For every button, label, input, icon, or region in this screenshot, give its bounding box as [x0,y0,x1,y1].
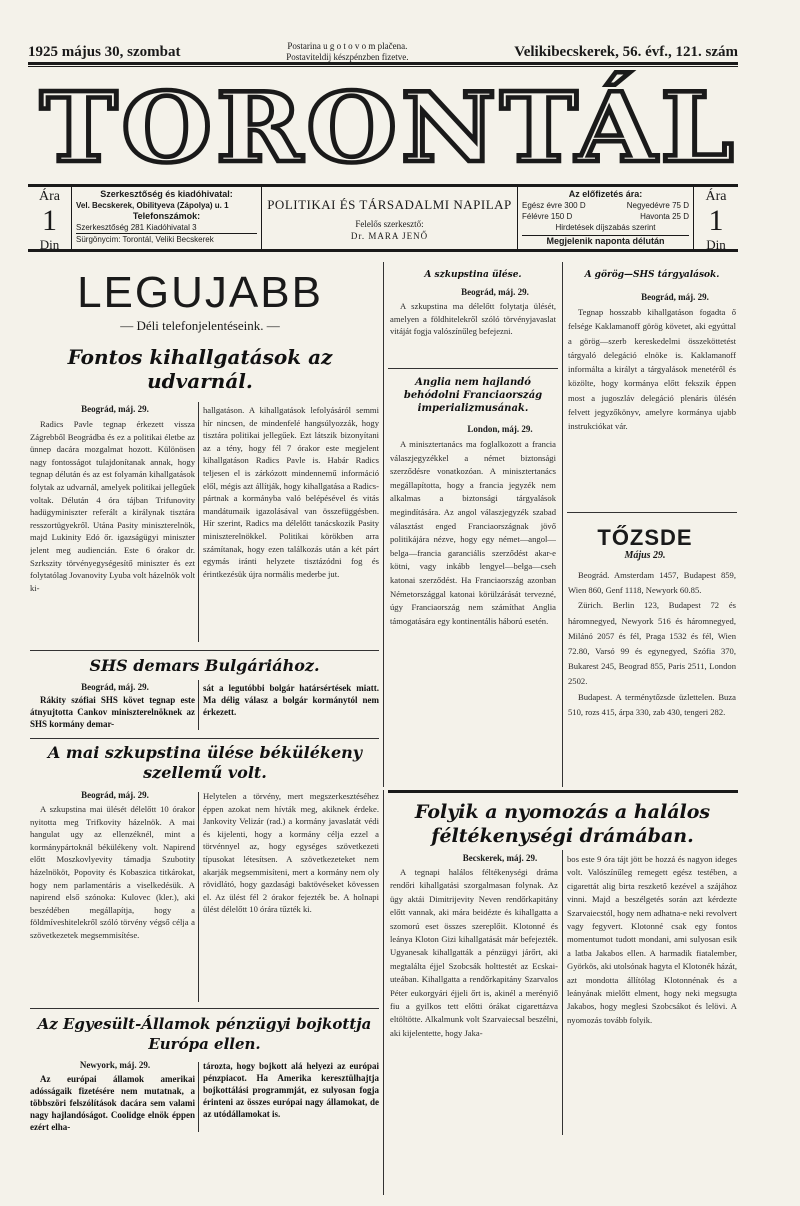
article-headline: Az Egyesült-Államok pénzügyi bojkottja Európa ellen. [37,1015,372,1053]
article-paragraph: Rákity szófiai SHS követ tegnap este átnyujtotta Cankov miniszterelnöknek az SHS kormány demar- [30,695,195,729]
top-info-line [28,42,738,62]
article-dateline: London, máj. 29. [467,424,533,434]
stock-paragraph: Beográd. Amsterdam 1457, Budapest 859, Wien 860, Genf 1118, Newyork 60.85. [568,570,736,596]
postal-note [286,41,408,63]
price-unit: Din [39,237,60,252]
article-dateline: Newyork, máj. 29. [79,1060,151,1070]
editor-label: Felelős szerkesztő: [355,219,424,229]
article-headline: A görög—SHS tárgyalások. [584,270,720,280]
phones: Szerkesztőség 281 Kiadóhivatal 3 [76,223,197,232]
column-divider [198,402,199,642]
issue-date: 1925 május 30, szombat [28,43,181,60]
article-body [390,300,556,362]
article-body [30,418,195,642]
price-label: Ára [705,189,727,204]
article-divider [388,790,738,793]
editor-name: Dr. MARA JENŐ [350,231,429,241]
article-body [390,866,558,1136]
stock-paragraph: Budapest. A terménytőzsde üzlettelen. Buza 510, rozs 415, árpa 330, zab 430, tengeri 282. [568,691,736,717]
appears-note: Megjelenik naponta délután [522,235,689,247]
article-paragraph: Helytelen a törvény, mert megszerkesztéséhez éppen azokat nem hívták meg, akiknek érdeke. Jankovity Velizár (rad.) a kormány javaslatát védi és kijelenti, hogy a kormány célja ezzel a törvénnyel az, hogy egységes szövetkezeti típusokat létesítsen. A szövetkezeteket nem akarják megsemmisíteni, mert a kormány nem oly rövidlátó, hogy gazdasági baktövéseket kövessen el. Az ülést fél 2 órakor fejezték be. A holnapi ülést délelőtt 10 órára tűzték ki. [203,791,379,915]
sub-year: Egész évre 300 D [522,201,586,210]
price-value: 1 [708,204,724,237]
paper-type: POLITIKAI ÉS TÁRSADALMI NAPILAP [267,197,512,212]
phones-title: Telefonszámok: [132,211,201,221]
article-paragraph: A minisztertanács ma foglalkozott a francia válaszjegyzékkel a német biztonsági szerződésre vonatkozóan. A minisztertanács megállapította, hogy a francia jegyzék nem alkalmas a biztonsági tárgyalások megindítására. Az angol válaszjegyzék szabad választást enged Franciaországnak jövő politikájára nézve, hogy egy német—angol—belga—francia garanciális szerződést akar-e kötni, vagy inkább lengyel—belga—cseh katonai szerződést. Ha Franciaország azonban Németországgal katonai körülzárását tervezné, úgy Franciaország nem számíthat Anglia támogatására egy kontinentális háború esetén. [390,439,556,626]
article-body [30,694,195,734]
article-body [567,853,737,1136]
masthead-title: TORONTÁL [40,70,738,185]
article-dateline: Beográd, máj. 29. [641,292,709,302]
stock-exchange-date: Május 29. [624,550,666,561]
subscription-info [518,187,694,249]
editorial-address: Vel. Becskerek, Obilityeva (Zápolya) u. 1 [76,201,229,210]
article-headline: SHS demars Bulgáriához. [89,656,320,675]
subscription-title: Az előfizetés ára: [568,189,643,199]
column-divider [562,850,563,1135]
subscription-row [522,200,689,211]
postal-note-line1: Postarina u g o t o v o m plačena. [287,41,408,51]
article-dateline: Becskerek, máj. 29. [462,853,538,863]
article-divider [567,512,737,513]
article-dateline: Beográd, máj. 29. [81,404,149,414]
article-divider [30,650,379,651]
info-bar [28,184,738,252]
article-body [568,305,736,505]
article-body [203,790,379,1001]
column-divider [198,680,199,730]
article-body [203,1060,379,1135]
editorial-title: Szerkesztőség és kiadóhivatal: [100,189,233,199]
stock-exchange-title: TŐZSDE [597,525,693,550]
top-rule [28,62,738,65]
sub-quarter: Negyedévre 75 D [626,201,689,210]
column-divider [198,1062,199,1132]
issue-number: Velikibecskerek, 56. évf., 121. szám [514,43,738,60]
price-unit: Din [706,237,726,252]
stock-exchange-body [568,568,736,783]
article-paragraph: A szkupstina mai ülését délelőtt 10 órakor nyitotta meg Trifkovity házelnök. A mai hangulat ugy az ellenzéknél, mint a kormánypártoknál békülékeny volt. Napirend előtt Moszkovlyevity támadja Szubotity házelnököt, Popovity és Kobaszica titkárokat, hogy nem parlamentáris a viselkedésük. A napirend első szónoka: Kulovec (kler.), aki beszédében megállapítja, hogy a földmíveshitelekről szóló törvény végső célja a szövetkezetek megsemmisítése. [30,804,195,940]
article-divider [30,738,379,739]
article-dateline: Beográd, máj. 29. [461,287,529,297]
article-headline: Folyik a nyomozás a halálos féltékenységi drámában. [414,801,711,847]
article-headline: A szkupstina ülése. [424,270,522,280]
article-paragraph: A tegnapi halálos féltékenységi dráma rendőri kihallgatási szorgalmasan folynak. Az ügy aktái Dimitrijevity Neven rendőrkapitány előtt vannak, aki mára beidézte és kihallgatta a szomorú eset összes szereplőit. Klotonné és leánya Kloton Gizi kihallgatását már befejezték. Ugyanesak kihallgatták a pénzügyi járőrt, aki megtalálta éjjel Szobcsák holttestét az Ecskai-uteában. Kihallgatta a rendőrkapitány Szarvalos Péter eukorgyári éjjeli őrt is, akinél a merényiő fiu a gyilkos tett előtti órákat cigarettázva eltöltötte. Alkalmunk volt Szarvaiecsal beszélni, aki kijelentette, hogy Jaka- [390,867,558,1038]
article-body [390,438,556,778]
column-divider [383,262,384,787]
editorial-info [72,187,262,249]
article-body [203,682,379,734]
top-rule-thin [28,66,738,67]
telegram-address: Sürgönycim: Torontál, Veliki Becskerek [76,233,257,245]
article-paragraph: A szkupstina ma délelőtt folytatja ülését, amelyen a földhitelekről szóló törvényjavaslat vitáját fogja valószínűleg befejezni. [390,301,556,337]
price-box-left [28,187,72,252]
paper-type-box [262,187,518,249]
article-paragraph: Az európai államok amerikai adósságaik fizetésére nem mutatnak, a többszöri felszólítások dacára sem valami nagy hajlandóságot. Coolidge elnök éppen ezért elha- [30,1074,195,1132]
section-title: LEGUJABB [77,268,323,317]
sub-month: Havonta 25 D [640,212,689,221]
postal-note-line2: Postaviteldij készpénzben fizetve. [286,52,409,62]
article-headline: Fontos kihallgatások az udvarnál. [67,345,333,393]
section-subtitle: — Déli telefonjelentéseink. — [120,318,280,333]
column-divider [198,792,199,1002]
subscription-row [522,211,689,222]
article-divider [388,368,558,369]
article-body [203,404,379,642]
article-headline: Anglia nem hajlandó behódolni Franciaország imperializmusának. [403,377,543,414]
article-paragraph: Tegnap hosszabb kihallgatáson fogadta ő felsége Kaklamanoff görög követet, aki egyúttal a görög—szerb kereskedelmi összeköttetést tárgyaló delegáció elnöke is. Kaklamanoff informálta a királyt a tárgyalások menetéről és közölte, hogy kormánya előtt fekszik éppen most a jugoszláv delegáció plenáris ülésén felvett jegyzőkönyv, amelyre kormánya ujabb instrukciókat vár. [568,307,736,432]
price-box-right [694,187,738,252]
article-paragraph: hallgatáson. A kihallgatások lefolyásáról semmi hír nincsen, de mindenfelé hangsúlyozzák, hogy tisztára politikai jellegűek. Ezt látszik bizonyítani az a tény, hogy fél 7 órakor este megjelent kihallgatáson Radics Pavle is. Habár Radics teljesen el is zárkózott mindennemű információ elől, mégis azt állítják, hogy kihallgatása a Radics-pártnak a kormányba való belépésével és vitás mandátumaik igazolásával van összefüggésben. Hír szerint, Radics ma délelőtt tanácskozik Pasity miniszterelnökkel. Politikai körökben arra számítanak, hogy ezen találkozás után a két párt egymás iránti helyzete tisztázódni fog és érintkezésük újra normális mederbe jut. [203,405,379,579]
ads-note: Hirdetések díjszabás szerint [555,223,656,232]
price-label: Ára [39,189,60,204]
article-body [30,1073,195,1135]
article-body [30,803,195,1001]
article-paragraph: sát a legutóbbi bolgár határsértések miatt. Ma délig válasz a bolgár kormánytól nem érkezett. [203,683,379,717]
article-paragraph: bos este 9 óra tájt jött be hozzá és nagyon ideges volt. Valószínűleg remegett egész testében, a cigarettát alig birta reszkető kezével a szájához vinni. Majd a beszélgetés során azt kérdezte Szarvaiecstól, hogy nem adhatna-e neki revolvert vagy fegyvert. Klotonné csak egy fontos momentumot tudott mondani, ami sulyosan esik a latba Jakabos ellen. A harmadik fiatalember, Györkös, aki utolsónak hagyta el Klotonék házát, azt mondotta állítólag Klotonnénak és a leányának mielőtt elment, hogy neki megsugta Jakabos, hogy meglesi Szobcsákot és lelövi. A nyomozás tovább folyik. [567,854,737,1025]
sub-half: Félévre 150 D [522,212,573,221]
article-paragraph: tározta, hogy bojkott alá helyezi az európai pénzpiacot. Ha Amerika keresztülhajtja bojkottálási programmját, ez sulyosan fogja érinteni az összes európai nagy államokat, de az utódállamokat is. [203,1061,379,1119]
article-paragraph: Radics Pavle tegnap érkezett vissza Zágrebből Beográdba és ez a politikai életbe az ünnep dacára mozgalmat hozott. Különösen nagy fontosságot tulajdonítanak annak, hogy tegnap délután és az est folyamán kihallgatások folytak az udvarnál, amelyek politikai jellegűek voltak. Délután 4 óra tájban Trifunovity hadügyminiszter referált a királynak tisztára resszortügyekről. Utána Pasity miniszterelnök, majd Lukinity Edó őr. igazságügyi miniszter jelent meg audiencián. Este 6 órakor dr. Szrkszity törvényegységesítő miniszter és ezt folytatólag Jovanovity Lyuba volt házelnök volt ki- [30,419,195,593]
article-dateline: Beográd, máj. 29. [81,682,149,692]
stock-paragraph: Zürich. Berlin 123, Budapest 72 és háromnegyed, Newyork 516 és háromnegyed, Milánó 2057 és fél, Praga 1532 és fél, Wien 72.80, Varsó 99 és egynegyed, Szófia 370, Bukarest 245, Beograd 855, Paris 2511, London 2502. [568,600,736,687]
article-dateline: Beográd, máj. 29. [81,790,149,800]
article-divider [30,1008,379,1009]
column-divider [383,790,384,1195]
article-headline: A mai szkupstina ülése békülékeny szellemű volt. [47,743,363,782]
price-value: 1 [42,204,57,237]
